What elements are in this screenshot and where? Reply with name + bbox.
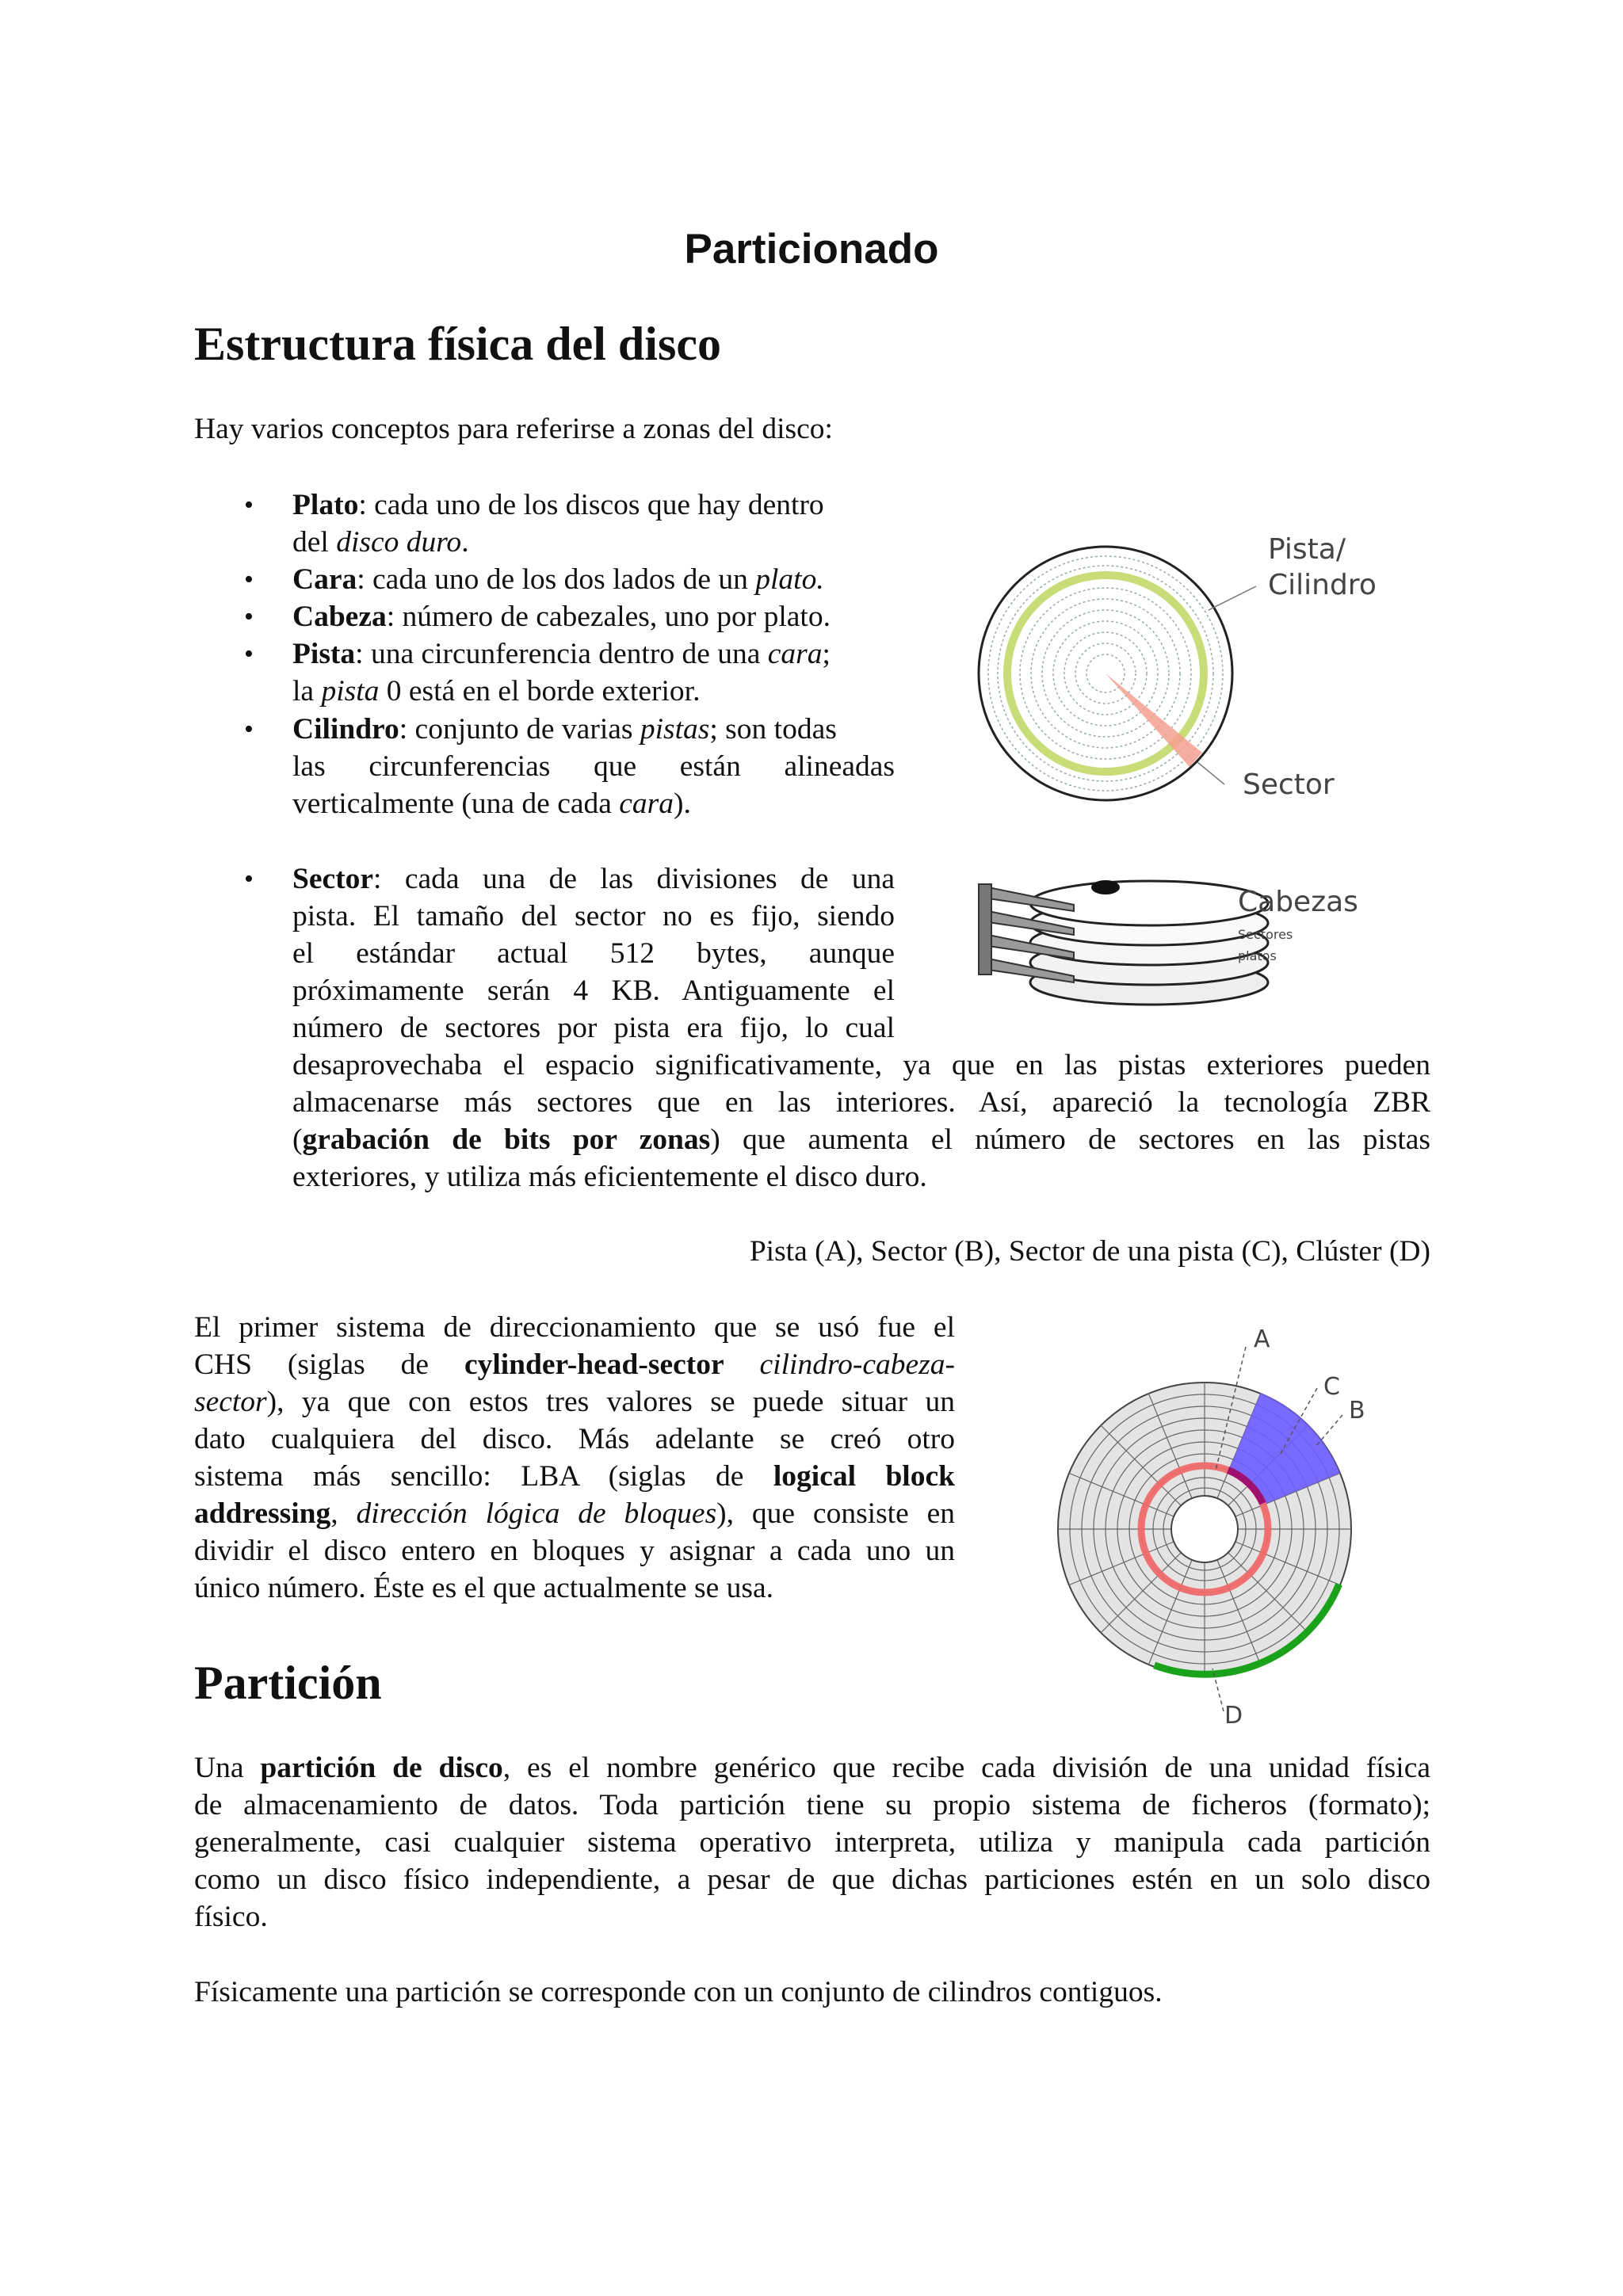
bullet-dot: • [244, 715, 254, 744]
section-heading-estructura: Estructura física del disco [194, 318, 721, 370]
bullet-dot: • [244, 565, 254, 594]
bullet-dot: • [244, 490, 254, 520]
bullet-dot: • [244, 602, 254, 631]
section-heading-particion: Partición [194, 1657, 382, 1709]
bullet-dot: • [244, 639, 254, 669]
chs-line1: El primer sistema de direccionamiento que se usó fue el [194, 1311, 955, 1344]
label-c: C [1323, 1373, 1340, 1401]
disk-addressing-figure [1046, 1315, 1395, 1730]
platter-stack [1030, 880, 1268, 1005]
particion-line1: Una partición de disco, es el nombre genérico que recibe cada división de una unidad física [194, 1752, 1430, 1784]
list-item-cabeza: Cabeza: número de cabezales, uno por plato. [292, 601, 831, 633]
label-d: D [1224, 1702, 1243, 1730]
particion-line3: generalmente, casi cualquier sistema operativo interpreta, utiliza y manipula cada partición [194, 1826, 1430, 1859]
label-a: A [1254, 1325, 1270, 1353]
chs-line2: CHS (siglas de cylinder-head-sector cilindro-cabeza- [194, 1348, 955, 1381]
chs-line4: dato cualquiera del disco. Más adelante se creó otro [194, 1423, 955, 1455]
list-item-cara: Cara: cada uno de los dos lados de un plato. [292, 563, 824, 596]
list-item-sector-line9: exteriores, y utiliza más eficientemente el disco duro. [292, 1161, 927, 1193]
page-title: Particionado [684, 226, 939, 273]
chs-line8: único número. Éste es el que actualmente se usa. [194, 1572, 773, 1604]
list-item-pista-line2: la pista 0 está en el borde exterior. [292, 675, 701, 707]
label-cilindro: Cilindro [1268, 569, 1377, 601]
list-item-sector-line3: el estándar actual 512 bytes, aunque [292, 937, 895, 970]
list-item-sector: Sector: cada una de las divisiones de una [292, 863, 895, 895]
list-item-sector-line7: almacenarse más sectores que en las interiores. Así, apareció la tecnología ZBR [292, 1086, 1430, 1119]
label-small-2: platos [1238, 948, 1277, 963]
particion-paragraph-2: Físicamente una partición se corresponde con un conjunto de cilindros contiguos. [194, 1976, 1163, 2008]
particion-line4: como un disco físico independiente, a pesar de que dichas particiones estén en un solo disco [194, 1863, 1430, 1896]
label-sector: Sector [1243, 769, 1335, 801]
particion-line5: físico. [194, 1901, 268, 1933]
list-item-cilindro-line3: verticalmente (una de cada cara). [292, 788, 691, 820]
label-pista: Pista/ [1268, 533, 1346, 566]
list-item-plato-line2: del disco duro. [292, 526, 469, 559]
intro-paragraph: Hay varios conceptos para referirse a zonas del disco: [194, 413, 833, 445]
sectored-disk [1058, 1383, 1351, 1676]
list-item-sector-line2: pista. El tamaño del sector no es fijo, siendo [292, 900, 895, 933]
list-item-plato: Plato: cada uno de los discos que hay dentro [292, 489, 824, 521]
label-cabezas: Cabezas [1238, 886, 1358, 918]
platter-top-view [979, 547, 1232, 800]
figure-caption: Pista (A), Sector (B), Sector de una pista (C), Clúster (D) [749, 1235, 1430, 1268]
list-item-sector-line4: próximamente serán 4 KB. Antiguamente el [292, 974, 895, 1007]
label-small-1: Sectores [1238, 927, 1293, 942]
disk-structure-figure [947, 515, 1423, 1006]
chs-line3: sector), ya que con estos tres valores se puede situar un [194, 1386, 955, 1418]
list-item-cilindro-line2: las circunferencias que están alineadas [292, 750, 895, 783]
list-item-pista: Pista: una circunferencia dentro de una cara; [292, 638, 831, 670]
list-item-sector-line6: desaprovechaba el espacio significativamente, ya que en las pistas exteriores pueden [292, 1049, 1430, 1081]
particion-line2: de almacenamiento de datos. Toda partición tiene su propio sistema de ficheros (formato); [194, 1789, 1430, 1821]
list-item-sector-line5: número de sectores por pista era fijo, lo cual [292, 1012, 895, 1044]
bullet-dot: • [244, 864, 254, 894]
chs-line7: dividir el disco entero en bloques y asignar a cada uno un [194, 1535, 955, 1567]
chs-line6: addressing, dirección lógica de bloques), que consiste en [194, 1497, 955, 1530]
list-item-cilindro: Cilindro: conjunto de varias pistas; son todas [292, 713, 837, 746]
list-item-sector-line8: (grabación de bits por zonas) que aumenta el número de sectores en las pistas [292, 1123, 1430, 1156]
chs-line5: sistema más sencillo: LBA (siglas de logical block [194, 1460, 955, 1493]
label-b: B [1349, 1397, 1365, 1425]
